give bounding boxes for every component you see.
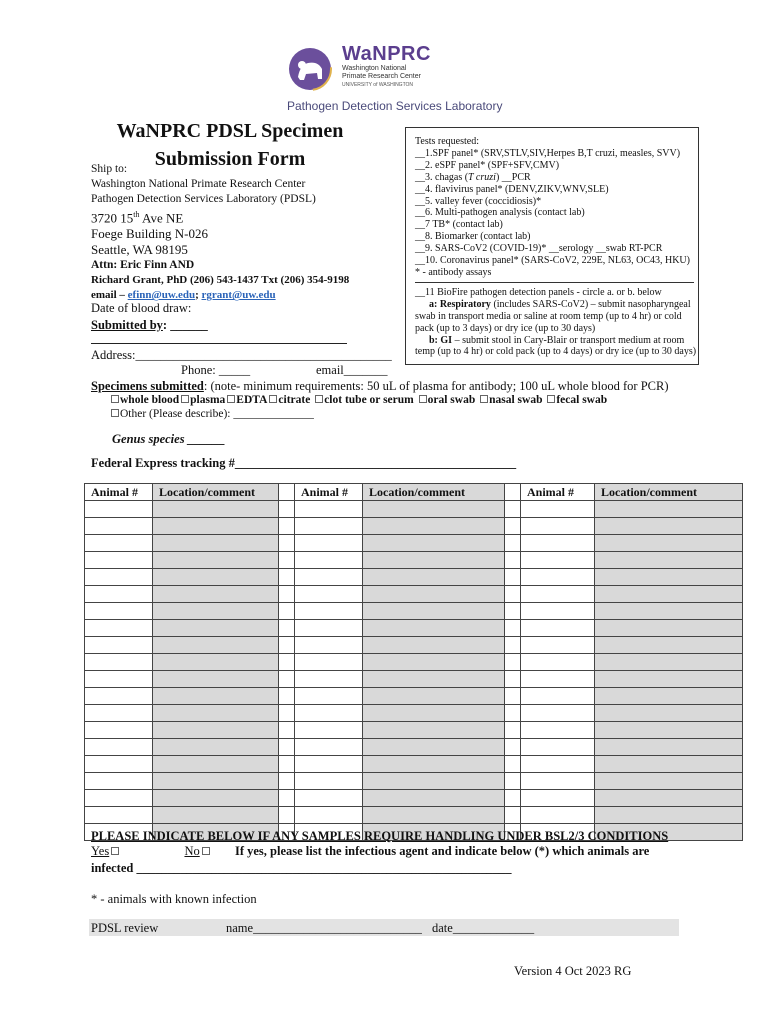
animal-cell[interactable]	[295, 790, 363, 807]
table-spacer	[279, 518, 295, 535]
animal-cell[interactable]	[521, 637, 595, 654]
table-row	[85, 535, 743, 552]
animal-cell[interactable]	[85, 620, 153, 637]
table-spacer	[505, 535, 521, 552]
animal-cell[interactable]	[85, 671, 153, 688]
location-cell[interactable]	[363, 552, 505, 569]
location-cell[interactable]	[595, 722, 743, 739]
location-cell[interactable]	[153, 654, 279, 671]
table-spacer	[505, 586, 521, 603]
animal-cell[interactable]	[85, 603, 153, 620]
table-spacer	[505, 773, 521, 790]
animal-cell[interactable]	[521, 620, 595, 637]
animal-table	[84, 483, 743, 841]
table-spacer	[279, 586, 295, 603]
animal-cell[interactable]	[85, 637, 153, 654]
submitted-by-line[interactable]	[91, 343, 347, 344]
animal-cell[interactable]	[295, 569, 363, 586]
specimen-type-label: nasal swab	[489, 394, 543, 406]
location-cell[interactable]	[595, 705, 743, 722]
table-spacer	[279, 688, 295, 705]
specimen-other[interactable]: Other (Please describe): ______________	[111, 407, 314, 422]
location-cell[interactable]	[363, 790, 505, 807]
no-option[interactable]: No	[184, 844, 200, 858]
animal-cell[interactable]	[85, 739, 153, 756]
location-cell[interactable]	[595, 518, 743, 535]
yes-option[interactable]: Yes	[91, 844, 110, 858]
brand-name: WaNPRC	[342, 43, 431, 65]
table-header-cell: Location/comment	[363, 484, 505, 501]
table-spacer	[279, 501, 295, 518]
animal-cell[interactable]	[521, 603, 595, 620]
table-spacer	[505, 501, 521, 518]
location-cell[interactable]	[153, 739, 279, 756]
location-cell[interactable]	[595, 739, 743, 756]
animal-cell[interactable]	[85, 790, 153, 807]
table-spacer	[279, 671, 295, 688]
table-row	[85, 722, 743, 739]
location-cell[interactable]	[363, 773, 505, 790]
table-spacer	[279, 535, 295, 552]
test-item[interactable]: __10. Coronavirus panel* (SARS-CoV2, 229E, NL63, OC43, HKU)	[415, 255, 690, 267]
table-spacer	[505, 671, 521, 688]
specimens-submitted: Specimens submitted: (note- minimum requirements: 50 uL of plasma for antibody; 100 uL whole blood for PCR)	[91, 379, 669, 393]
animal-cell[interactable]	[521, 705, 595, 722]
table-header-row	[85, 484, 743, 501]
specimen-type-label: citrate	[278, 394, 311, 406]
animal-cell[interactable]	[85, 535, 153, 552]
email-link-grant[interactable]: rgrant@uw.edu	[201, 289, 276, 302]
table-spacer	[505, 569, 521, 586]
brand-line1: Washington National	[342, 65, 407, 72]
table-row	[85, 603, 743, 620]
animal-cell[interactable]	[295, 739, 363, 756]
review-label: PDSL review	[91, 921, 159, 935]
table-header-cell: Animal #	[521, 484, 595, 501]
table-row	[85, 807, 743, 824]
animal-cell[interactable]	[521, 756, 595, 773]
table-row	[85, 569, 743, 586]
table-spacer	[505, 654, 521, 671]
animal-cell[interactable]	[295, 773, 363, 790]
test-item[interactable]: __2. eSPF panel* (SPF+SFV,CMV)	[415, 159, 560, 171]
animal-cell[interactable]	[85, 654, 153, 671]
location-cell[interactable]	[153, 552, 279, 569]
table-row	[85, 501, 743, 518]
primate-logo-icon	[288, 47, 332, 91]
animal-cell[interactable]	[521, 722, 595, 739]
location-cell[interactable]	[595, 552, 743, 569]
title-line1: WaNPRC PDSL Specimen	[116, 120, 344, 142]
animal-cell[interactable]	[295, 756, 363, 773]
location-cell[interactable]	[595, 637, 743, 654]
specimen-checkbox[interactable]	[547, 395, 555, 403]
brand-line2: Primate Research Center	[342, 73, 421, 80]
ship-to-contact: Richard Grant, PhD (206) 543-1437 Txt (206) 354-9198	[91, 274, 350, 287]
table-spacer	[505, 739, 521, 756]
table-spacer	[279, 620, 295, 637]
location-cell[interactable]	[153, 790, 279, 807]
location-cell[interactable]	[363, 654, 505, 671]
lab-name: Pathogen Detection Services Laboratory	[287, 99, 503, 113]
location-cell[interactable]	[595, 688, 743, 705]
infection-footnote: * - animals with known infection	[91, 892, 257, 906]
infected-field[interactable]: infected ____________________________________________________________	[91, 861, 512, 875]
animal-cell[interactable]	[521, 501, 595, 518]
table-spacer	[279, 569, 295, 586]
table-spacer	[279, 790, 295, 807]
location-cell[interactable]	[363, 671, 505, 688]
table-row	[85, 637, 743, 654]
location-cell[interactable]	[595, 807, 743, 824]
biofire-line: __11 BioFire pathogen detection panels - circle a. or b. below	[415, 286, 662, 298]
specimen-checkbox[interactable]	[111, 395, 119, 403]
animal-cell[interactable]	[521, 552, 595, 569]
animal-cell[interactable]	[85, 688, 153, 705]
table-header-cell: Animal #	[85, 484, 153, 501]
animal-cell[interactable]	[85, 773, 153, 790]
animal-cell[interactable]	[85, 569, 153, 586]
test-item[interactable]: __9. SARS-CoV2 (COVID-19)* __serology __swab RT-PCR	[415, 243, 663, 255]
animal-cell[interactable]	[295, 518, 363, 535]
table-spacer	[279, 756, 295, 773]
title-line2: Submission Form	[154, 148, 306, 170]
animal-cell[interactable]	[521, 569, 595, 586]
animal-cell[interactable]	[521, 654, 595, 671]
specimen-checkbox[interactable]	[419, 395, 427, 403]
table-spacer	[505, 484, 521, 501]
bsl-yes-no	[91, 843, 649, 859]
location-cell[interactable]	[153, 705, 279, 722]
animal-cell[interactable]	[521, 773, 595, 790]
location-cell[interactable]	[363, 620, 505, 637]
table-spacer	[505, 756, 521, 773]
location-cell[interactable]	[595, 603, 743, 620]
animal-cell[interactable]	[295, 705, 363, 722]
table-row	[85, 739, 743, 756]
location-cell[interactable]	[595, 535, 743, 552]
ship-to-label: Ship to:	[91, 163, 128, 175]
animal-cell[interactable]	[521, 586, 595, 603]
table-row	[85, 518, 743, 535]
specimen-types	[111, 393, 607, 408]
fedex-tracking[interactable]: Federal Express tracking #_____________________________________________	[91, 456, 517, 470]
animal-cell[interactable]	[521, 807, 595, 824]
animal-cell[interactable]	[85, 518, 153, 535]
location-cell[interactable]	[595, 569, 743, 586]
table-spacer	[505, 603, 521, 620]
location-cell[interactable]	[153, 535, 279, 552]
specimen-checkbox[interactable]	[480, 395, 488, 403]
location-cell[interactable]	[153, 807, 279, 824]
table-header-cell: Animal #	[295, 484, 363, 501]
specimen-type-label: plasma	[190, 394, 226, 406]
phone-field[interactable]: Phone: _____	[181, 363, 251, 377]
location-cell[interactable]	[595, 501, 743, 518]
table-row	[85, 620, 743, 637]
location-cell[interactable]	[153, 671, 279, 688]
table-row	[85, 705, 743, 722]
animal-cell[interactable]	[295, 586, 363, 603]
animal-cell[interactable]	[295, 535, 363, 552]
table-spacer	[505, 518, 521, 535]
table-spacer	[279, 773, 295, 790]
test-item[interactable]: __5. valley fever (coccidiosis)*	[415, 195, 542, 207]
location-cell[interactable]	[153, 637, 279, 654]
animal-cell[interactable]	[521, 671, 595, 688]
table-spacer	[279, 739, 295, 756]
animal-cell[interactable]	[521, 739, 595, 756]
ship-to-city: Seattle, WA 98195	[91, 242, 188, 258]
animal-cell[interactable]	[295, 688, 363, 705]
location-cell[interactable]	[363, 603, 505, 620]
location-cell[interactable]	[595, 756, 743, 773]
animal-cell[interactable]	[85, 552, 153, 569]
review-name[interactable]: name___________________________	[226, 921, 422, 935]
specimen-checkbox[interactable]	[227, 395, 235, 403]
specimen-checkbox[interactable]	[269, 395, 277, 403]
animal-cell[interactable]	[85, 722, 153, 739]
specimen-checkbox[interactable]	[181, 395, 189, 403]
animal-cell[interactable]	[85, 756, 153, 773]
location-cell[interactable]	[363, 535, 505, 552]
table-row	[85, 552, 743, 569]
test-item[interactable]: * - antibody assays	[415, 266, 492, 278]
animal-cell[interactable]	[295, 620, 363, 637]
ship-to-line2: Pathogen Detection Services Laboratory (PDSL)	[91, 193, 316, 205]
test-item[interactable]: __6. Multi-pathogen analysis (contact lab)	[415, 207, 585, 219]
biofire-gi: b: GI – submit stool in Cary-Blair or transport medium at room temp (up to 4 hr) or cold pack (up to 4 days) or dry ice (up to 30 days)	[415, 334, 697, 358]
location-cell[interactable]	[153, 620, 279, 637]
location-cell[interactable]	[153, 586, 279, 603]
location-cell[interactable]	[595, 586, 743, 603]
specimen-checkbox[interactable]	[315, 395, 323, 403]
animal-cell[interactable]	[85, 807, 153, 824]
test-item[interactable]: __1.SPF panel* (SRV,STLV,SIV,Herpes B,T cruzi, measles, SVV)	[415, 147, 681, 159]
animal-cell[interactable]	[85, 501, 153, 518]
table-header-cell: Location/comment	[595, 484, 743, 501]
location-cell[interactable]	[595, 620, 743, 637]
location-cell[interactable]	[363, 637, 505, 654]
review-date[interactable]: date_____________	[432, 921, 535, 935]
table-spacer	[279, 552, 295, 569]
address-field[interactable]: Address:_________________________________________	[91, 348, 392, 362]
blood-draw-date[interactable]: Date of blood draw:	[91, 301, 192, 315]
animal-cell[interactable]	[85, 705, 153, 722]
ship-to-block	[91, 162, 391, 303]
table-row	[85, 586, 743, 603]
location-cell[interactable]	[153, 722, 279, 739]
location-cell[interactable]	[153, 501, 279, 518]
test-item[interactable]: __3. chagas (T cruzi) __PCR	[415, 171, 531, 183]
animal-cell[interactable]	[521, 535, 595, 552]
specimen-type-label: clot tube or serum	[324, 394, 414, 406]
animal-cell[interactable]	[295, 552, 363, 569]
email-field[interactable]: email_______	[316, 363, 388, 377]
tests-header: Tests requested:	[415, 136, 480, 147]
location-cell[interactable]	[363, 756, 505, 773]
pdsl-review-bar	[89, 919, 679, 936]
animal-cell[interactable]	[521, 790, 595, 807]
location-cell[interactable]	[363, 586, 505, 603]
location-cell[interactable]	[363, 807, 505, 824]
table-spacer	[505, 688, 521, 705]
location-cell[interactable]	[363, 518, 505, 535]
bsl-heading: PLEASE INDICATE BELOW IF ANY SAMPLES REQUIRE HANDLING UNDER BSL2/3 CONDITIONS	[91, 829, 669, 843]
animal-cell[interactable]	[295, 637, 363, 654]
table-spacer	[505, 552, 521, 569]
location-cell[interactable]	[363, 722, 505, 739]
location-cell[interactable]	[363, 705, 505, 722]
animal-cell[interactable]	[295, 722, 363, 739]
table-spacer	[505, 790, 521, 807]
location-cell[interactable]	[595, 773, 743, 790]
ship-to-address: 3720 15th Ave NE	[91, 210, 184, 226]
location-cell[interactable]	[153, 688, 279, 705]
table-header-cell: Location/comment	[153, 484, 279, 501]
specimen-type-label: fecal swab	[556, 394, 608, 406]
location-cell[interactable]	[595, 790, 743, 807]
location-cell[interactable]	[153, 569, 279, 586]
table-spacer	[279, 484, 295, 501]
location-cell[interactable]	[153, 756, 279, 773]
table-row	[85, 654, 743, 671]
ship-to-attn: Attn: Eric Finn AND	[91, 259, 195, 272]
bsl-instruction: If yes, please list the infectious agent and indicate below (*) which animals are	[234, 844, 650, 858]
biofire-respiratory: a: Respiratory (includes SARS-CoV2) – submit nasopharyngeal swab in transport media or saline at room temp (up to 4 hr) or cold pack (up to 3 days) or dry ice (up to 30 days)	[415, 298, 691, 334]
table-spacer	[505, 807, 521, 824]
table-spacer	[279, 807, 295, 824]
tests-requested-box	[405, 127, 699, 365]
table-spacer	[279, 603, 295, 620]
location-cell[interactable]	[363, 569, 505, 586]
ship-to-line1: Washington National Primate Research Center	[91, 178, 306, 190]
table-spacer	[279, 654, 295, 671]
location-cell[interactable]	[363, 688, 505, 705]
location-cell[interactable]	[153, 603, 279, 620]
ship-to-building: Foege Building N-026	[91, 226, 208, 242]
table-spacer	[279, 705, 295, 722]
location-cell[interactable]	[595, 671, 743, 688]
location-cell[interactable]	[153, 773, 279, 790]
animal-cell[interactable]	[295, 501, 363, 518]
email-link-finn[interactable]: efinn@uw.edu	[127, 289, 196, 302]
location-cell[interactable]	[153, 518, 279, 535]
table-spacer	[279, 637, 295, 654]
tests-list	[415, 148, 698, 279]
table-spacer	[505, 705, 521, 722]
animal-cell[interactable]	[295, 654, 363, 671]
test-item[interactable]: __7 TB* (contact lab)	[415, 219, 503, 231]
submitted-by[interactable]: Submitted by: ______	[91, 318, 208, 332]
table-spacer	[505, 620, 521, 637]
test-item[interactable]: __4. flavivirus panel* (DENV,ZIKV,WNV,SLE)	[415, 183, 609, 195]
animal-cell[interactable]	[295, 671, 363, 688]
genus-species[interactable]: Genus species ______	[112, 432, 226, 446]
brand-line3: UNIVERSITY of WASHINGTON	[342, 82, 414, 88]
specimen-type-label: EDTA	[236, 394, 268, 406]
logo	[288, 45, 488, 105]
animal-cell[interactable]	[85, 586, 153, 603]
location-cell[interactable]	[595, 654, 743, 671]
specimen-type-label: whole blood	[120, 394, 180, 406]
animal-cell[interactable]	[295, 807, 363, 824]
other-checkbox[interactable]	[111, 409, 119, 417]
table-row	[85, 790, 743, 807]
yes-checkbox[interactable]	[111, 847, 119, 855]
ship-to-email: email – efinn@uw.edu; rgrant@uw.edu	[91, 289, 276, 302]
animal-cell[interactable]	[521, 518, 595, 535]
table-spacer	[505, 637, 521, 654]
specimen-type-label: oral swab	[427, 394, 476, 406]
location-cell[interactable]	[363, 501, 505, 518]
table-row	[85, 688, 743, 705]
table-row	[85, 756, 743, 773]
location-cell[interactable]	[363, 739, 505, 756]
test-item[interactable]: __8. Biomarker (contact lab)	[415, 231, 531, 243]
table-spacer	[279, 722, 295, 739]
no-checkbox[interactable]	[202, 847, 210, 855]
version-footer: Version 4 Oct 2023 RG	[514, 964, 632, 978]
table-row	[85, 671, 743, 688]
animal-cell[interactable]	[521, 688, 595, 705]
table-row	[85, 773, 743, 790]
animal-cell[interactable]	[295, 603, 363, 620]
table-spacer	[505, 722, 521, 739]
